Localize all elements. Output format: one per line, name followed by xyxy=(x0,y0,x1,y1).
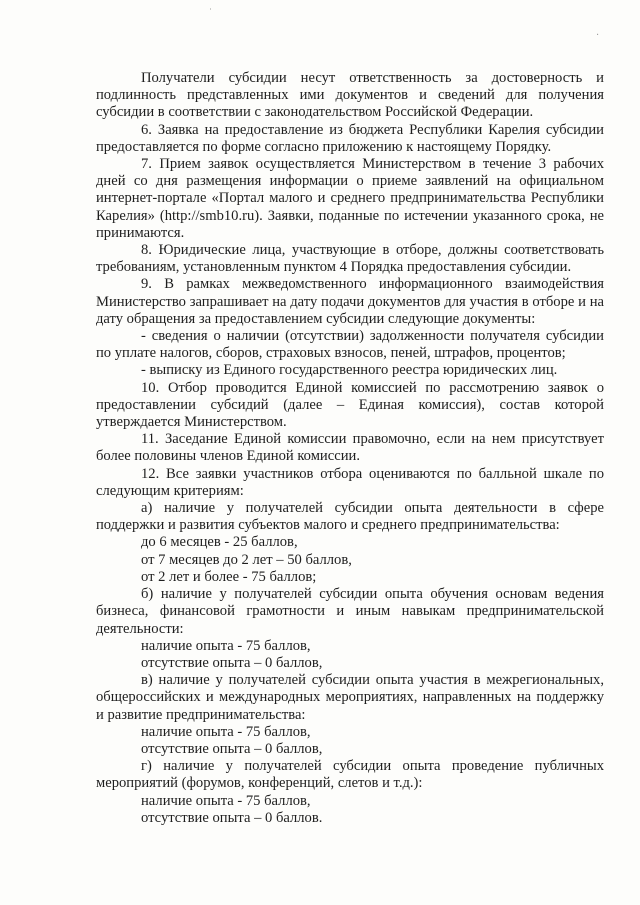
criterion-b-score-2: отсутствие опыта – 0 баллов, xyxy=(141,654,323,671)
paragraph-12: 12. Все заявки участников отбора оцениваются по балльной шкале по следующим критериям: xyxy=(96,465,604,499)
scan-speck: · xyxy=(596,30,600,41)
paragraph-11: 11. Заседание Единой комиссии правомочно, если на нем присутствует более половины членов Единой комиссии. xyxy=(96,431,604,465)
criterion-b-score-1: наличие опыта - 75 баллов, xyxy=(141,637,311,654)
criterion-v-score-1: наличие опыта - 75 баллов, xyxy=(141,723,311,740)
criterion-g-score-1: наличие опыта - 75 баллов, xyxy=(141,792,311,809)
criterion-a-score-2: от 7 месяцев до 2 лет – 50 баллов, xyxy=(141,551,352,568)
criterion-b: б) наличие у получателей субсидии опыта обучения основам ведения бизнеса, финансовой грамотности и иным навыкам предпринимательской деятельности: xyxy=(96,586,604,637)
criterion-a: а) наличие у получателей субсидии опыта деятельности в сфере поддержки и развития субъектов малого и среднего предпринимательства: xyxy=(96,500,604,534)
paragraph-6: 6. Заявка на предоставление из бюджета Республики Карелия субсидии предоставляется по форме согласно приложению к настоящему Порядку. xyxy=(96,121,604,155)
paragraph-8: 8. Юридические лица, участвующие в отборе, должны соответствовать требованиям, установленным пунктом 4 Порядка предоставления субсидии. xyxy=(96,242,604,276)
criterion-a-score-1: до 6 месяцев - 25 баллов, xyxy=(141,534,298,551)
criterion-g-score-2: отсутствие опыта – 0 баллов. xyxy=(141,809,323,826)
document-page xyxy=(96,70,604,827)
paragraph-9-debt-info: - сведения о наличии (отсутствии) задолженности получателя субсидии по уплате налогов, сборов, страховых взносов, пеней, штрафов, процентов; xyxy=(96,328,604,362)
paragraph-7: 7. Прием заявок осуществляется Министерством в течение 3 рабочих дней со дня размещения информации о приеме заявлений на официальном интернет-портале «Портал малого и среднего предпринимательства Республики Карелия» (http://smb10.ru). Заявки, поданные по истечении указанного срока, не принимаются. xyxy=(96,156,604,241)
paragraph-responsibility: Получатели субсидии несут ответственность за достоверность и подлинность представленных ими документов и сведений для получения субсидии в соответствии с законодательством Российской Федерации. xyxy=(96,70,604,121)
criterion-v: в) наличие у получателей субсидии опыта участия в межрегиональных, общероссийских и международных мероприятиях, направленных на поддержку и развитие предпринимательства: xyxy=(96,672,604,723)
paragraph-9-registry-extract: - выписку из Единого государственного реестра юридических лиц. xyxy=(141,362,558,379)
criterion-a-score-3: от 2 лет и более - 75 баллов; xyxy=(141,568,317,585)
scan-speck: ˙ xyxy=(208,8,213,19)
paragraph-10: 10. Отбор проводится Единой комиссией по рассмотрению заявок о предоставлении субсидий (далее – Единая комиссия), состав которой утверждается Министерством. xyxy=(96,379,604,431)
criterion-v-score-2: отсутствие опыта – 0 баллов, xyxy=(141,740,323,757)
criterion-g: г) наличие у получателей субсидии опыта проведение публичных мероприятий (форумов, конференций, слетов и т.д.): xyxy=(96,758,604,792)
paragraph-9: 9. В рамках межведомственного информационного взаимодействия Министерство запрашивает на дату подачи документов для участия в отборе и на дату обращения за предоставлением субсидии следующие документы: xyxy=(96,276,604,327)
